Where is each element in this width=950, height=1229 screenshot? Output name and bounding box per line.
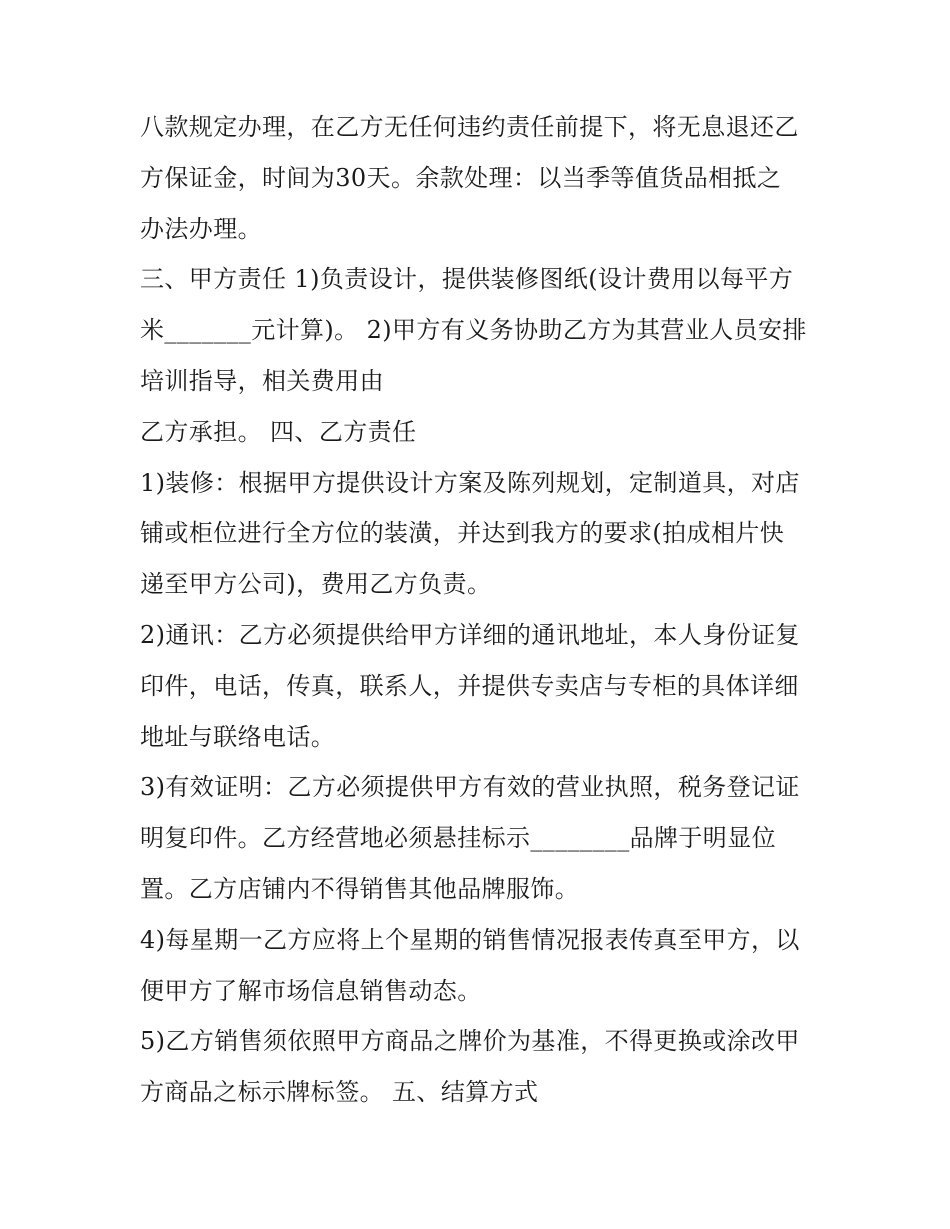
text-line: 八款规定办理，在乙方无任何违约责任前提下，将无息退还乙 [140, 113, 799, 141]
text-line: 明复印件。乙方经营地必须悬挂标示________品牌于明显位 [140, 824, 776, 853]
document-body [140, 102, 820, 1118]
text-line: 2)通讯：乙方必须提供给甲方详细的通讯地址，本人身份证复 [140, 620, 800, 649]
text-line: 方商品之标示牌标签。 五、结算方式 [140, 1078, 539, 1107]
text-line: 铺或柜位进行全方位的装潢，并达到我方的要求(拍成相片快 [140, 519, 785, 548]
text-line: 置。乙方店铺内不得销售其他品牌服饰。 [140, 874, 580, 903]
text-line: 印件，电话，传真，联系人，并提供专卖店与专柜的具体详细 [140, 671, 799, 700]
text-line: 乙方承担。 四、乙方责任 [140, 417, 417, 446]
text-line: 办法办理。 [140, 214, 262, 243]
text-line: 培训指导，相关费用由 [140, 366, 384, 395]
text-line: 便甲方了解市场信息销售动态。 [140, 976, 482, 1005]
text-line: 1)装修：根据甲方提供设计方案及陈列规划，定制道具，对店 [140, 468, 800, 497]
text-line: 三、甲方责任 1)负责设计，提供装修图纸(设计费用以每平方 [140, 265, 794, 294]
text-line: 方保证金，时间为30天。余款处理：以当季等值货品相抵之 [140, 163, 782, 192]
text-line: 地址与联络电话。 [140, 722, 336, 751]
text-line: 5)乙方销售须依照甲方商品之牌价为基准，不得更换或涂改甲 [140, 1027, 800, 1056]
text-line: 3)有效证明：乙方必须提供甲方有效的营业执照，税务登记证 [140, 773, 800, 802]
text-line: 递至甲方公司)，费用乙方负责。 [140, 570, 492, 599]
text-line: 米_______元计算)。 2)甲方有义务协助乙方为其营业人员安排 [140, 316, 807, 345]
text-line: 4)每星期一乙方应将上个星期的销售情况报表传真至甲方，以 [140, 925, 800, 954]
